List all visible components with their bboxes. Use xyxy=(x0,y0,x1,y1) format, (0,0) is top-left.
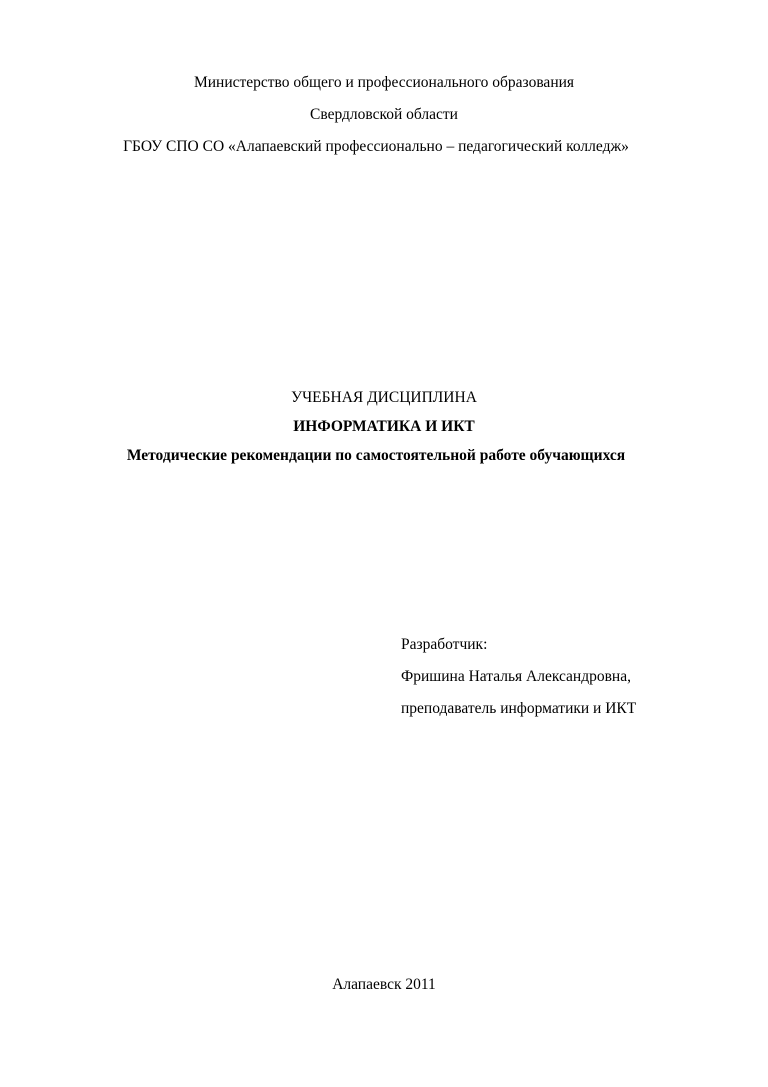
discipline-label: УЧЕБНАЯ ДИСЦИПЛИНА xyxy=(291,389,477,406)
discipline-name: ИНФОРМАТИКА И ИКТ xyxy=(293,418,475,435)
college-line: ГБОУ СПО СО «Алапаевский профессионально – педагогический колледж» xyxy=(123,138,629,155)
author-label: Разработчик: xyxy=(401,636,488,653)
document-subtitle: Методические рекомендации по самостоятельной работе обучающихся xyxy=(126,447,626,464)
ministry-line: Министерство общего и профессионального образования xyxy=(193,74,575,91)
region-line: Свердловской области xyxy=(310,106,458,123)
author-name: Фришина Наталья Александровна, xyxy=(401,668,631,685)
author-position: преподаватель информатики и ИКТ xyxy=(401,700,637,717)
place-year: Алапаевск 2011 xyxy=(332,976,436,993)
